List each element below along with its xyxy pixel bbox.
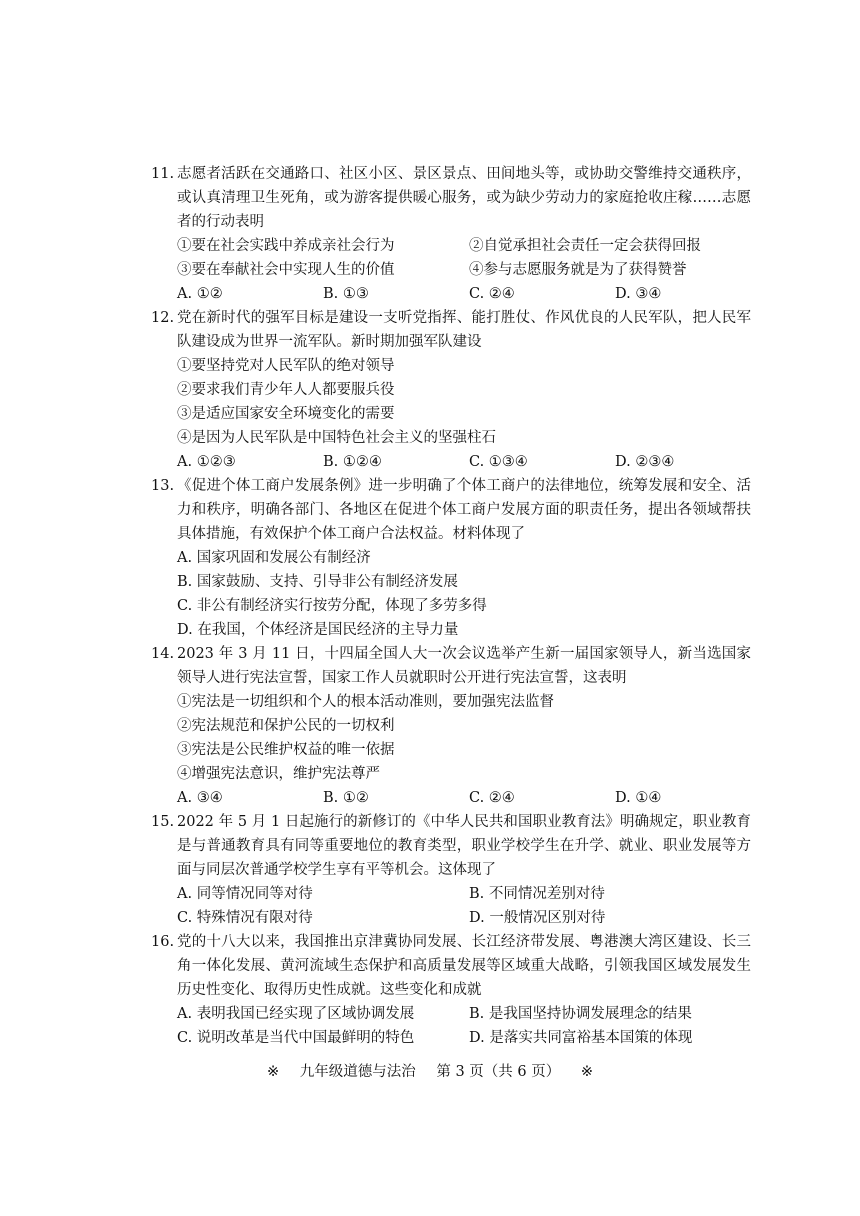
question-stem: 志愿者活跃在交通路口、社区小区、景区景点、田间地头等，或协助交警维持交通秩序，或认真清理卫生死角，或为游客提供暖心服务，或为缺少劳动力的家庭抢收庄稼……志愿者的行动表明 — [177, 166, 751, 230]
question-number: 12. — [151, 310, 175, 326]
question-12 — [151, 306, 751, 474]
statement: ①要在社会实践中养成亲社会行为 — [177, 238, 395, 254]
statement: ④参与志愿服务就是为了获得赞誉 — [469, 262, 687, 278]
question-number: 11. — [151, 166, 175, 182]
statement: ④是因为人民军队是中国特色社会主义的坚强柱石 — [177, 430, 496, 446]
question-stem: 《促进个体工商户发展条例》进一步明确了个体工商户的法律地位，统筹发展和安全、活力和秩序，明确各部门、各地区在促进个体工商户发展方面的职责任务，提出各领域帮扶具体措施，有效保护个体工商户合法权益。材料体现了 — [177, 478, 751, 542]
option-c: C. ②④ — [469, 790, 515, 806]
question-15 — [151, 810, 751, 930]
footer-page-number: 第 3 页（共 6 页） — [436, 1064, 561, 1080]
option-a: A. 国家巩固和发展公有制经济 — [177, 550, 371, 566]
option-d: D. ②③④ — [615, 454, 675, 470]
option-b: B. ①②④ — [323, 454, 382, 470]
statement: ③要在奉献社会中实现人生的价值 — [177, 262, 395, 278]
option-a: A. ③④ — [177, 790, 223, 806]
question-stem: 2023 年 3 月 11 日，十四届全国人大一次会议选举产生新一届国家领导人，新当选国家领导人进行宪法宣誓，国家工作人员就职时公开进行宪法宣誓，这表明 — [177, 646, 751, 686]
statement: ①宪法是一切组织和个人的根本活动准则，要加强宪法监督 — [177, 694, 554, 710]
option-c: C. 非公有制经济实行按劳分配，体现了多劳多得 — [177, 598, 487, 614]
question-14 — [151, 642, 751, 810]
option-d: D. 一般情况区别对待 — [469, 910, 606, 926]
question-11 — [151, 162, 751, 306]
statement: ④增强宪法意识，维护宪法尊严 — [177, 766, 380, 782]
option-d: D. ①④ — [615, 790, 662, 806]
option-d: D. 是落实共同富裕基本国策的体现 — [469, 1030, 693, 1046]
statement: ②自觉承担社会责任一定会获得回报 — [469, 238, 701, 254]
option-c: C. ①③④ — [469, 454, 528, 470]
question-stem: 党在新时代的强军目标是建设一支听党指挥、能打胜仗、作风优良的人民军队，把人民军队建设成为世界一流军队。新时期加强军队建设 — [177, 310, 751, 350]
option-c: C. ②④ — [469, 286, 515, 302]
option-c: C. 特殊情况有限对待 — [177, 910, 313, 926]
statement: ②要求我们青少年人人都要服兵役 — [177, 382, 395, 398]
option-a: A. ①② — [177, 286, 223, 302]
option-a: A. ①②③ — [177, 454, 236, 470]
question-stem: 2022 年 5 月 1 日起施行的新修订的《中华人民共和国职业教育法》明确规定，职业教育是与普通教育具有同等重要地位的教育类型，职业学校学生在升学、就业、职业发展等方面与同层次普通学校学生享有平等机会。这体现了 — [177, 814, 751, 878]
option-d: D. ③④ — [615, 286, 662, 302]
option-b: B. ①② — [323, 790, 369, 806]
option-b: B. ①③ — [323, 286, 369, 302]
footer-subject: 九年级道德与法治 — [299, 1064, 416, 1080]
option-d: D. 在我国，个体经济是国民经济的主导力量 — [177, 622, 459, 638]
question-number: 15. — [151, 814, 175, 830]
statement: ③是适应国家安全环境变化的需要 — [177, 406, 395, 422]
statement: ②宪法规范和保护公民的一切权利 — [177, 718, 395, 734]
option-b: B. 不同情况差别对待 — [469, 886, 605, 902]
question-stem: 党的十八大以来，我国推出京津冀协同发展、长江经济带发展、粤港澳大湾区建设、长三角一体化发展、黄河流域生态保护和高质量发展等区域重大战略，引领我国区域发展发生历史性变化、取得历史性成就。这些变化和成就 — [177, 934, 751, 998]
option-a: A. 同等情况同等对待 — [177, 886, 313, 902]
option-b: B. 是我国坚持协调发展理念的结果 — [469, 1006, 692, 1022]
question-number: 16. — [151, 934, 175, 950]
question-number: 14. — [151, 646, 175, 662]
footer-mark-left: ※ — [266, 1064, 280, 1080]
question-number: 13. — [151, 478, 175, 494]
question-13 — [151, 474, 751, 642]
question-16 — [151, 930, 751, 1050]
footer-mark-right: ※ — [580, 1064, 594, 1080]
option-c: C. 说明改革是当代中国最鲜明的特色 — [177, 1030, 415, 1046]
statement: ③宪法是公民维护权益的唯一依据 — [177, 742, 395, 758]
page-footer — [0, 1060, 860, 1084]
option-a: A. 表明我国已经实现了区域协调发展 — [177, 1006, 415, 1022]
statement: ①要坚持党对人民军队的绝对领导 — [177, 358, 395, 374]
option-b: B. 国家鼓励、支持、引导非公有制经济发展 — [177, 574, 458, 590]
